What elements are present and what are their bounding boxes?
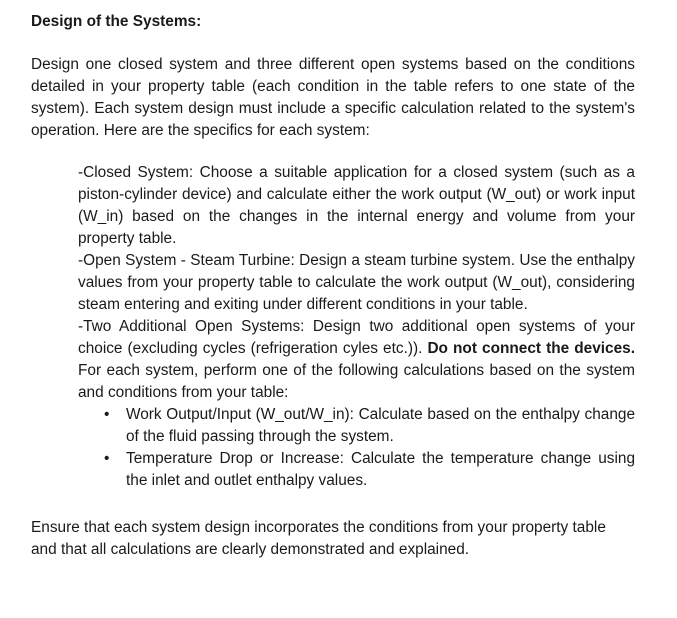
system-specifics xyxy=(78,162,635,492)
list-item xyxy=(104,448,635,492)
closed-system-paragraph: -Closed System: Choose a suitable application for a closed system (such as a piston-cylinder device) and calculate either the work output (W_out) or work input (W_in) based on the changes in the internal energy and volume from your property table. xyxy=(78,164,635,247)
calculation-options-list xyxy=(78,404,635,492)
additional-open-systems-text: -Two Additional Open Systems: Design two additional open systems of your choice (excluding cycles (refrigeration cyles etc.)). xyxy=(78,318,635,357)
do-not-connect-note: Do not connect the devices. xyxy=(427,340,635,357)
bullet-icon: • xyxy=(104,450,110,467)
intro-paragraph: Design one closed system and three different open systems based on the conditions detailed in your property table (each condition in the table refers to one state of the system). Each system design must include a specific calculation related to the system's operation. Here are the specifics for each system: xyxy=(31,56,635,139)
document-page xyxy=(31,11,635,561)
list-item-text: Temperature Drop or Increase: Calculate the temperature change using the inlet and outlet enthalpy values. xyxy=(126,450,635,489)
steam-turbine-paragraph: -Open System - Steam Turbine: Design a steam turbine system. Use the enthalpy values from your property table to calculate the work output (W_out), considering steam entering and exiting under different conditions in your table. xyxy=(78,252,635,313)
list-item-text: Work Output/Input (W_out/W_in): Calculate based on the enthalpy change of the fluid passing through the system. xyxy=(126,406,635,445)
list-item xyxy=(104,404,635,448)
bullet-icon: • xyxy=(104,406,110,423)
closing-paragraph: Ensure that each system design incorporates the conditions from your property table and that all calculations are clearly demonstrated and explained. xyxy=(31,519,606,558)
additional-open-systems-text-cont: For each system, perform one of the following calculations based on the system and conditions from your table: xyxy=(78,362,635,401)
additional-open-systems-paragraph xyxy=(78,316,635,404)
section-heading: Design of the Systems: xyxy=(31,13,202,30)
